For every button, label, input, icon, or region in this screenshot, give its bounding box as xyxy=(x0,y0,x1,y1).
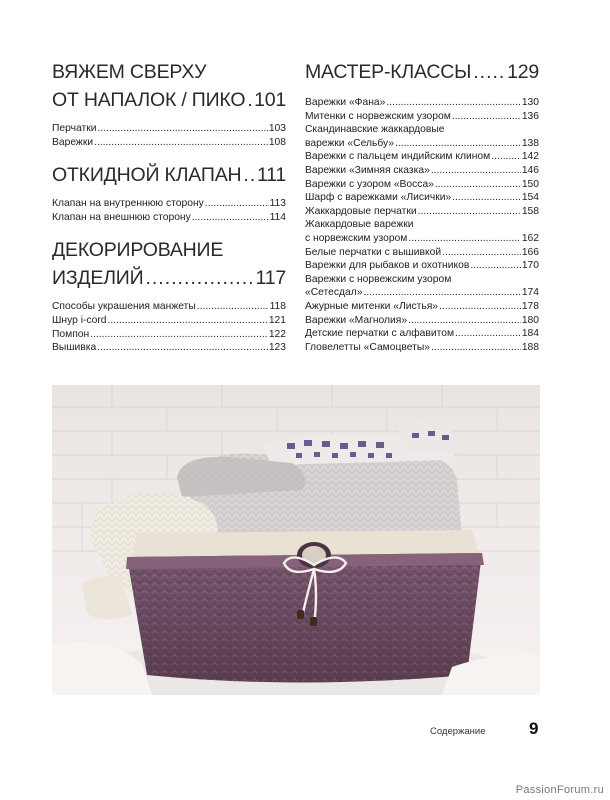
section-heading-text: ДЕКОРИРОВАНИЕ xyxy=(52,239,224,262)
leader-dots xyxy=(491,150,521,164)
entry-page-number: 170 xyxy=(521,260,539,272)
toc-entry[interactable] xyxy=(52,328,286,342)
entry-title: Белые перчатки с вышивкой xyxy=(305,246,442,258)
leader-dots xyxy=(197,300,269,314)
entry-title: Варежки xyxy=(52,136,94,148)
entry-title: Вышивка xyxy=(52,342,97,354)
entry-title: Варежки для рыбаков и охотников xyxy=(305,260,470,272)
leader-dots xyxy=(452,110,521,124)
entry-page-number: 178 xyxy=(521,300,539,312)
toc-entry[interactable] xyxy=(52,341,286,355)
entry-page-number: 103 xyxy=(268,123,286,134)
toc-entry[interactable] xyxy=(52,300,286,314)
entry-title: с норвежским узором xyxy=(305,232,408,244)
entry-title: Способы украшения манжеты xyxy=(52,301,196,313)
entry-title: Шнур i-cord xyxy=(52,314,107,326)
section-heading-text: ОТ НАПАЛОК / ПИКО xyxy=(52,89,246,111)
entry-title: Помпон xyxy=(52,328,90,340)
section-heading[interactable] xyxy=(52,86,286,114)
toc-entry[interactable] xyxy=(52,122,286,136)
leader-dots xyxy=(205,197,269,211)
toc-entry[interactable] xyxy=(305,191,539,205)
toc-entry[interactable] xyxy=(305,150,539,164)
entry-title: Варежки «Фана» xyxy=(305,97,386,108)
leader-dots xyxy=(439,300,521,314)
entry-page-number: 188 xyxy=(521,341,539,353)
toc-entry[interactable] xyxy=(305,164,539,178)
section-heading-line xyxy=(52,236,286,264)
entry-page-number: 114 xyxy=(269,211,286,223)
entry-page-number: 108 xyxy=(268,136,286,148)
entry-title: Варежки с узором «Восса» xyxy=(305,178,434,190)
section-heading[interactable] xyxy=(52,264,286,292)
toc-entry[interactable] xyxy=(305,232,539,246)
leader-dots xyxy=(435,178,521,192)
section-page-number: 117 xyxy=(255,267,286,290)
leader-dots xyxy=(247,86,252,114)
leader-dots xyxy=(395,137,521,151)
leader-dots xyxy=(418,205,521,219)
leader-dots xyxy=(452,191,521,205)
section-heading-text: ИЗДЕЛИЙ xyxy=(52,267,144,290)
toc-entry[interactable] xyxy=(305,96,539,110)
entry-title: Варежки «Магнолия» xyxy=(305,314,408,326)
leader-dots xyxy=(408,314,521,328)
entry-title: Гловелетты «Самоцветы» xyxy=(305,341,430,353)
leader-dots xyxy=(108,314,268,328)
toc-entry[interactable] xyxy=(305,205,539,219)
toc-entry[interactable] xyxy=(52,211,286,225)
knitwear-basket-photo xyxy=(52,385,540,695)
section-heading[interactable] xyxy=(305,58,539,86)
section-page-number: 111 xyxy=(256,164,286,187)
toc-entry[interactable] xyxy=(305,300,539,314)
section-heading[interactable] xyxy=(52,161,286,189)
entry-title: Клапан на внешнюю сторону xyxy=(52,211,191,223)
entry-page-number: 121 xyxy=(268,314,286,326)
leader-dots xyxy=(431,164,521,178)
entry-page-number: 166 xyxy=(521,246,539,258)
entry-page-number: 146 xyxy=(521,164,539,176)
leader-dots xyxy=(431,341,521,355)
section-heading-text: ОТКИДНОЙ КЛАПАН xyxy=(52,164,242,187)
toc-entry[interactable] xyxy=(52,136,286,150)
leader-dots xyxy=(97,341,268,355)
entry-title: «Сетесдал» xyxy=(305,287,363,299)
watermark: PassionForum.ru xyxy=(515,784,604,796)
entry-title: Ажурные митенки «Листья» xyxy=(305,300,439,312)
toc-entry[interactable] xyxy=(305,286,539,300)
entry-page-number: 154 xyxy=(521,192,539,204)
toc-entry[interactable] xyxy=(305,110,539,124)
toc-right-column xyxy=(305,58,539,354)
leader-dots xyxy=(192,211,269,225)
toc-section xyxy=(52,161,286,224)
page-number: 9 xyxy=(529,719,539,738)
entry-title: Перчатки xyxy=(52,123,97,134)
toc-left-column xyxy=(52,58,286,365)
leader-dots xyxy=(364,286,521,300)
entry-page-number: 184 xyxy=(521,328,539,340)
entry-title: Жаккардовые перчатки xyxy=(305,205,417,217)
toc-entry[interactable] xyxy=(305,178,539,192)
entry-page-number: 122 xyxy=(268,328,286,340)
entry-page-number: 118 xyxy=(269,301,286,313)
leader-dots xyxy=(470,259,520,273)
leader-dots xyxy=(97,122,267,136)
entry-title: Клапан на внутреннюю сторону xyxy=(52,198,204,210)
toc-entry[interactable] xyxy=(52,197,286,211)
leader-dots xyxy=(386,96,520,110)
section-heading-line xyxy=(52,58,286,86)
toc-entry-line: Жаккардовые варежки xyxy=(305,219,414,231)
entry-page-number: 113 xyxy=(269,198,286,210)
leader-dots xyxy=(455,327,521,341)
entry-page-number: 142 xyxy=(521,151,539,163)
section-heading-text: МАСТЕР-КЛАССЫ xyxy=(305,61,472,83)
footer-section-label: Содержание xyxy=(430,726,486,737)
section-heading-text: ВЯЖЕМ СВЕРХУ xyxy=(52,61,207,83)
toc-entry[interactable] xyxy=(305,259,539,273)
entry-title: Детские перчатки с алфавитом xyxy=(305,328,455,340)
entry-page-number: 130 xyxy=(521,97,539,108)
entry-page-number: 162 xyxy=(521,232,539,244)
leader-dots xyxy=(473,58,505,86)
entry-title: Шарф с варежками «Лисички» xyxy=(305,192,452,204)
section-page-number: 101 xyxy=(254,89,286,111)
entry-title: Варежки «Зимняя сказка» xyxy=(305,164,430,176)
leader-dots xyxy=(408,232,520,246)
toc-section xyxy=(52,236,286,354)
toc-entry[interactable] xyxy=(52,314,286,328)
entry-page-number: 150 xyxy=(521,178,539,190)
entry-page-number: 138 xyxy=(521,137,539,149)
toc-entry[interactable] xyxy=(305,341,539,355)
entry-page-number: 123 xyxy=(268,342,286,354)
entry-title: Варежки с пальцем индийским клином xyxy=(305,151,491,163)
entry-page-number: 174 xyxy=(521,287,539,299)
leader-dots xyxy=(243,161,255,189)
leader-dots xyxy=(90,328,268,342)
entry-page-number: 158 xyxy=(521,205,539,217)
leader-dots xyxy=(442,246,521,260)
entry-title: Митенки с норвежским узором xyxy=(305,110,451,122)
toc-section xyxy=(52,58,286,149)
toc-entry[interactable] xyxy=(305,246,539,260)
toc-entry[interactable] xyxy=(305,327,539,341)
entry-page-number: 180 xyxy=(521,314,539,326)
leader-dots xyxy=(94,136,268,150)
toc-entry[interactable] xyxy=(305,137,539,151)
entry-title: варежки «Сельбу» xyxy=(305,137,395,149)
toc-entry-line: Варежки с норвежским узором xyxy=(305,273,452,285)
toc-entry-line: Скандинавские жаккардовые xyxy=(305,124,445,136)
leader-dots xyxy=(145,264,253,292)
toc-entry[interactable] xyxy=(305,314,539,328)
section-page-number: 129 xyxy=(507,61,539,83)
entry-page-number: 136 xyxy=(521,110,539,122)
